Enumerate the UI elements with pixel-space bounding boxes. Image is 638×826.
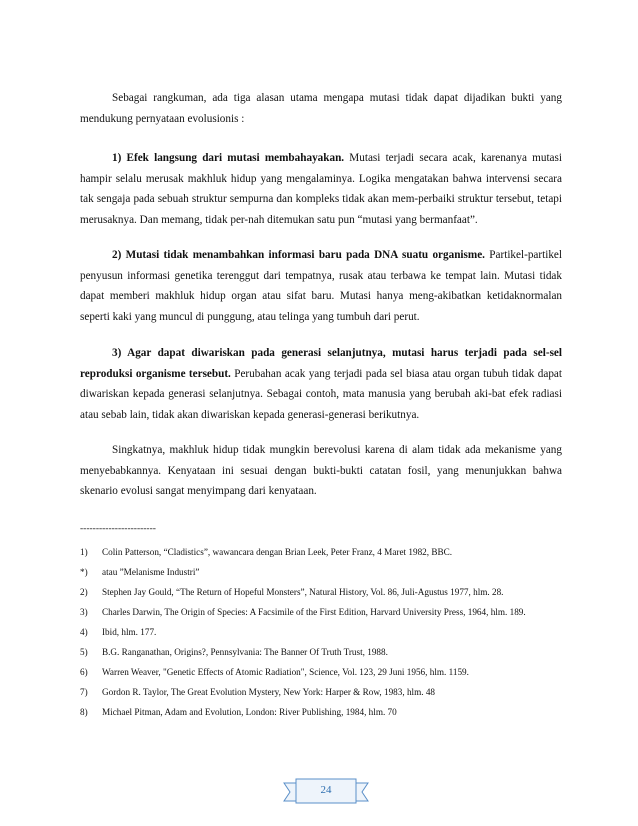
footnote-marker: 7) [80,687,88,697]
footnote-marker: 5) [80,647,88,657]
footnote-marker: *) [80,567,88,577]
footnote-item [80,665,562,679]
footnote-item [80,645,562,659]
point-1-paragraph [80,148,562,230]
footnote-marker: 2) [80,587,88,597]
page-number-badge [296,779,356,805]
point-1-title: 1) Efek langsung dari mutasi membahayakan. [112,152,345,164]
point-3-title: 3) Agar dapat diwariskan pada generasi selanjutnya, mutasi harus terjadi pada sel-sel reproduksi organisme tersebut. [80,347,562,380]
footnote-text: Gordon R. Taylor, The Great Evolution Mystery, New York: Harper & Row, 1983, hlm. 48 [102,687,436,697]
footnote-divider: ------------------------ [80,524,156,534]
footnote-text: Michael Pitman, Adam and Evolution, London: River Publishing, 1984, hlm. 70 [102,707,397,717]
point-2-title: 2) Mutasi tidak menambahkan informasi baru pada DNA suatu organisme. [112,249,485,261]
point-2-paragraph [80,245,562,327]
footnote-marker: 1) [80,547,88,557]
point-3-body: Perubahan acak yang terjadi pada sel biasa atau organ tubuh tidak dapat diwariskan kepada generasi selanjutnya. Sebagai contoh, mata manusia yang berubah aki-bat efek radiasi atau sebab lain, tidak akan diwariskan kepada generasi-generasi berikutnya. [80,367,562,421]
conclusion-text: Singkatnya, makhluk hidup tidak mungkin berevolusi karena di alam tidak ada mekanisme yang menyebabkannya. Kenyataan ini sesuai dengan bukti-bukti catatan fosil, yang menunjukkan bahwa skenario evolusi sangat menyimpang dari kenyataan. [80,444,562,497]
footnote-text: Warren Weaver, "Genetic Effects of Atomic Radiation", Science, Vol. 123, 29 Juni 1956, hlm. 1159. [102,667,469,677]
footnote-item [80,605,562,619]
footnote-list [80,545,562,725]
footnote-marker: 3) [80,607,88,617]
page-number: 24 [320,784,332,796]
footnote-text: atau ”Melanisme Industri” [102,567,200,577]
footnote-text: B.G. Ranganathan, Origins?, Pennsylvania: The Banner Of Truth Trust, 1988. [102,647,388,657]
conclusion-paragraph [80,440,562,502]
point-3-paragraph [80,343,562,425]
footnote-item [80,705,562,719]
footnote-marker: 6) [80,667,88,677]
summary-text: Sebagai rangkuman, ada tiga alasan utama mengapa mutasi tidak dapat dijadikan bukti yang mendukung pernyataan evolusionis : [80,92,562,125]
footnote-item [80,565,562,579]
point-2-body: Partikel-partikel penyusun informasi genetika terenggut dari tempatnya, rusak atau terbawa ke tempat lain. Mutasi tidak dapat memberi makhluk hidup organ atau sifat baru. Mutasi hanya meng-akibatkan ketidaknormalan seperti kaki yang muncul di punggung, atau telinga yang tumbuh dari perut. [80,249,562,323]
footnote-item [80,685,562,699]
footnote-text: Charles Darwin, The Origin of Species: A Facsimile of the First Edition, Harvard University Press, 1964, hlm. 189. [102,607,526,617]
summary-paragraph [80,88,562,129]
footnote-text: Stephen Jay Gould, “The Return of Hopeful Monsters”, Natural History, Vol. 86, Juli-Agustus 1977, hlm. 28. [102,587,504,597]
footnote-marker: 8) [80,707,88,717]
footnote-text: Ibid, hlm. 177. [102,627,157,637]
footnote-text: Colin Patterson, “Cladistics”, wawancara dengan Brian Leek, Peter Franz, 4 Maret 1982, BBC. [102,547,453,557]
footnote-item [80,625,562,639]
footnote-marker: 4) [80,627,88,637]
footnote-item [80,545,562,559]
footnote-item [80,585,562,599]
point-1-body: Mutasi terjadi secara acak, karenanya mutasi hampir selalu merusak makhluk hidup yang mengalaminya. Logika mengatakan bahwa intervensi secara tak sengaja pada sebuah struktur sempurna dan kompleks tidak akan mem-perbaiki struktur tersebut, tetapi merusaknya. Dan memang, tidak per-nah ditemukan satu pun “mutasi yang bermanfaat”. [80,152,562,226]
